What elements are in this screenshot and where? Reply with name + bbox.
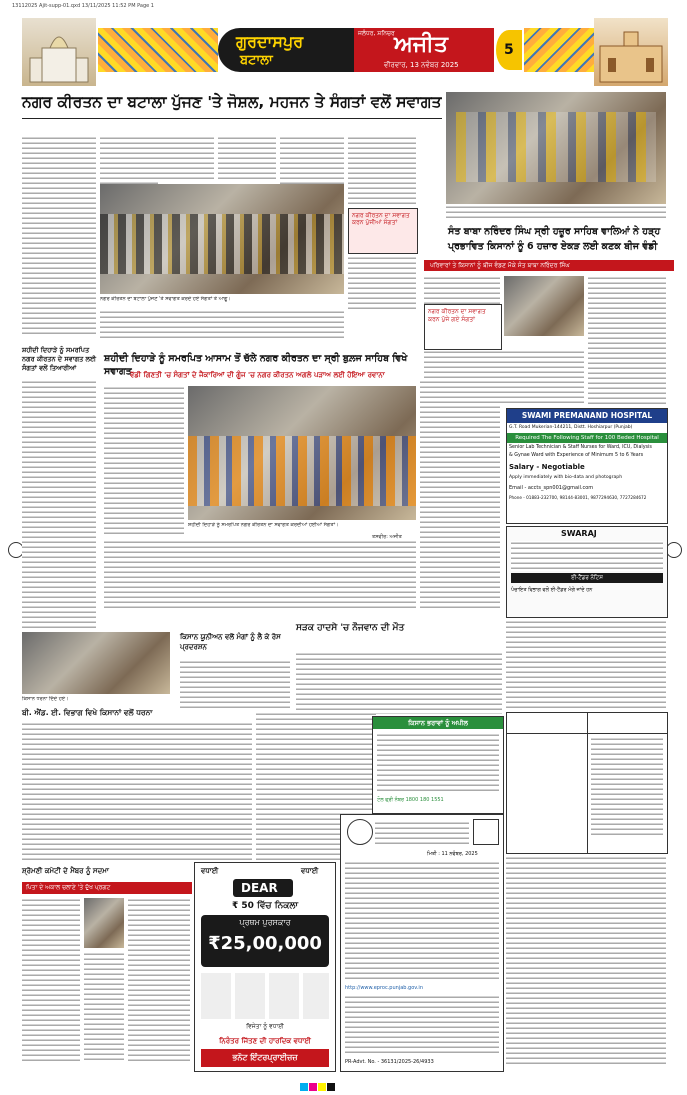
lead-inset-box — [348, 208, 418, 254]
middle-headline: ਸ਼ਹੀਦੀ ਦਿਹਾੜੇ ਨੂੰ ਸਮਰਪਿਤ ਆਸਾਮ ਤੋਂ ਚੱਲੇ ਨਗਰ ਕੀਰਤਨ ਦਾ ਸ੍ਰੀ ਬੁਲ਼ਜ ਸਾਹਿਬ ਵਿਖੇ ਸਵਾਗਤ — [104, 353, 408, 377]
lottery-greeting-left: ਵਧਾਈ — [201, 867, 219, 875]
lead-text-col-6 — [348, 136, 416, 206]
edition-block — [218, 28, 354, 72]
farmer-appeal-ad — [372, 716, 504, 814]
hospital-heading: Required The Following Staff for 100 Beded Hospital — [507, 433, 667, 443]
hospital-salary: Salary - Negotiable — [509, 463, 585, 471]
hospital-ad — [506, 408, 668, 524]
right-photo-caption — [446, 205, 666, 221]
gurdwara-illustration-right — [594, 18, 668, 86]
color-bar — [300, 1076, 336, 1095]
lottery-footer: ਨਿਰੰਤਰ ਜਿੱਤਣ ਦੀ ਹਾਰਦਿਕ ਵਧਾਈ — [219, 1037, 311, 1045]
lead-text-col-4 — [218, 136, 276, 180]
middle-text-right — [420, 380, 500, 610]
middle-subhead: ਵੱਡੀ ਗਿਣਤੀ 'ਚ ਸੰਗਤਾਂ ਦੇ ਜੈਕਾਰਿਆਂ ਦੀ ਗੂੰਜ 'ਚ ਨਗਰ ਕੀਰਤਨ ਅਗਲੇ ਪੜਾਅ ਲਈ ਹੋਇਆ ਰਵਾਨਾ — [130, 371, 385, 379]
lottery-greeting-right: ਵਧਾਈ — [301, 867, 319, 875]
decorative-pattern-left — [98, 28, 218, 72]
table-line — [587, 713, 588, 853]
govt-notice-text-2 — [345, 995, 499, 1053]
paper-name: ਅਜੀਤ — [394, 32, 448, 57]
middle-text-col-1 — [104, 386, 184, 536]
obituary-photo — [84, 898, 124, 948]
hospital-line-2: & Gynae Ward with Experience of Minimum 5 to 6 Years — [509, 453, 644, 458]
right-headline: ਸੰਤ ਬਾਬਾ ਨਰਿੰਦਰ ਸਿੰਘ ਸ੍ਰੀ ਹਜ਼ੂਰ ਸਾਹਿਬ ਵਾਲਿਆਂ ਨੇ ਹੜ੍ਹ ਪ੍ਰਭਾਵਿਤ ਕਿਸਾਨਾਂ ਨੂੰ 6 ਹਜ਼ਾਰ ਏਕੜ ਲਈ ਕਣਕ ਬੀਜ ਵੰਡੀ — [448, 226, 661, 252]
lower-left-caption: ਕਿਸਾਨ ਧਰਨਾ ਦਿੰਦੇ ਹੋਏ। — [22, 696, 69, 702]
lottery-logo — [233, 879, 293, 897]
middle-photo — [188, 386, 416, 520]
bottom-left-banner: ਪਿਤਾ ਦੇ ਅਕਾਲ ਚਲਾਣੇ 'ਤੇ ਦੁੱਖ ਪ੍ਰਗਟ — [22, 882, 192, 894]
lead-caption: ਨਗਰ ਕੀਰਤਨ ਦਾ ਬਟਾਲਾ ਪੁੱਜਣ 'ਤੇ ਸਵਾਗਤ ਕਰਦੇ ਹੋਏ ਸੰਗਤਾਂ ਤੇ ਆਗੂ। — [100, 296, 231, 302]
issue-date: ਵੀਰਵਾਰ, 13 ਨਵੰਬਰ 2025 — [384, 61, 459, 69]
hospital-apply: Apply immediately with bio-data and photograph — [509, 475, 623, 480]
hospital-address: G.T. Road Mukerian-144211, Distt. Hoshiarpur (Punjab) — [509, 425, 633, 430]
hospital-email: Email - accts_spn001@gmail.com — [509, 485, 594, 491]
lottery-price: ₹ 50 ਵਿੱਚ ਨਿਕਲਾ — [231, 901, 299, 911]
lead-text-col-1 — [22, 136, 96, 336]
hospital-name: SWAMI PREMANAND HOSPITAL — [507, 409, 667, 423]
paper-name-block — [354, 28, 494, 72]
lottery-dealer: ਭਨੋਟ ਇੰਟਰਪ੍ਰਾਈਜ਼ਜ਼ — [201, 1049, 329, 1067]
right-text-col-3 — [588, 276, 666, 406]
lead-inset-text: ਨਗਰ ਕੀਰਤਨ ਦਾ ਸਵਾਗਤ ਕਰਨ ਪੁੱਜੀਆਂ ਸੰਗਤਾਂ — [352, 212, 410, 226]
lead-headline: ਨਗਰ ਕੀਰਤਨ ਦਾ ਬਟਾਲਾ ਪੁੱਜਣ 'ਤੇ ਜੋਸ਼ਲ, ਮਹਜਨ ਤੇ ਸੰਗਤਾਂ ਵਲੋਂ ਸਵਾਗਤ — [22, 93, 442, 111]
lower-left-headline: ਬੀ. ਐਂਡ. ਈ. ਵਿਭਾਗ ਵਿਖੇ ਕਿਸਾਨਾਂ ਵਲੋਂ ਧਰਨਾ — [22, 708, 153, 717]
lower-left-photo — [22, 632, 170, 694]
tender-body-text — [506, 620, 666, 710]
middle-caption: ਸ਼ਹੀਦੀ ਦਿਹਾੜੇ ਨੂੰ ਸਮਰਪਿਤ ਨਗਰ ਕੀਰਤਨ ਦਾ ਸਵਾਗਤ ਕਰਦੀਆਂ ਹੋਈਆਂ ਸੰਗਤਾਂ। — [188, 522, 339, 528]
farmer-appeal-text — [377, 733, 499, 793]
lottery-winner-caption: ਵਿਜੇਤਾ ਨੂੰ ਵਧਾਈ — [246, 1023, 284, 1030]
decorative-pattern-right — [524, 28, 594, 72]
tender-lower-text — [506, 856, 666, 1066]
lead-text-col-3 — [156, 136, 214, 180]
tender-subtitle: ਈ-ਟੈਂਡਰ ਨੋਟਿਸ — [511, 573, 663, 583]
bottom-left-headline: ਸ਼੍ਰੋਮਣੀ ਕਮੇਟੀ ਦੇ ਮੈਂਬਰ ਨੂੰ ਸਦਮਾ — [22, 867, 109, 875]
lead-photo-people — [100, 214, 344, 274]
masthead — [22, 18, 668, 86]
lower-mid-text — [180, 660, 290, 708]
tender-table — [506, 712, 668, 854]
right-box-text: ਨਗਰ ਕੀਰਤਨ ਦਾ ਸਵਾਗਤ ਕਰਨ ਪੁੱਜੇ ਗਏ ਸੰਗਤਾਂ — [428, 308, 486, 323]
tender-title: SWARAJ — [561, 529, 597, 538]
accident-headline: ਸੜਕ ਹਾਦਸੇ 'ਚ ਨੌਜਵਾਨ ਦੀ ਮੌਤ — [296, 623, 405, 633]
hospital-line-1: Senior Lab Technician & Staff Nurses for Ward, ICU, Dialysis — [509, 445, 652, 450]
govt-notice-date: ਮਿਤੀ : 11 ਨਵੰਬਰ, 2025 — [427, 851, 478, 857]
right-banner: ਪਰਿਵਾਰਾਂ ਤੇ ਕਿਸਾਨਾਂ ਨੂੰ ਬੀਜ ਵੰਡਣ ਮੌਕੇ ਸੰਤ ਬਾਬਾ ਨਰਿੰਦਰ ਸਿੰਘ — [424, 260, 674, 271]
lottery-ad — [194, 862, 336, 1072]
crowd-figures — [456, 112, 656, 182]
registration-mark-right — [666, 542, 682, 558]
divider — [22, 118, 442, 119]
middle-text-bottom — [104, 540, 416, 610]
emblem-icon — [347, 819, 373, 845]
govt-notice — [340, 814, 504, 1072]
lead-text-bottom — [100, 310, 344, 340]
lottery-prize-label: ਪ੍ਰਥਮ ਪੁਰਸਕਾਰ — [239, 918, 291, 927]
bottom-left-text-2 — [128, 898, 190, 1062]
lottery-tickets — [201, 973, 329, 1019]
left-col-text — [22, 380, 96, 628]
table-cell-text — [591, 737, 663, 837]
farmer-appeal-title: ਕਿਸਾਨ ਭਰਾਵਾਂ ਨੂੰ ਅਪੀਲ — [373, 717, 503, 729]
lower-left-text — [22, 722, 252, 862]
farmer-helpline: ਟੋਲ ਫ੍ਰੀ ਨੰਬਰ 1800 180 1551 — [377, 797, 444, 803]
gurdwara-illustration-left — [22, 18, 96, 86]
bottom-left-text-3 — [84, 952, 124, 1062]
lead-text-col-7 — [348, 256, 416, 312]
right-box — [424, 304, 502, 350]
right-top-photo — [446, 92, 666, 204]
middle-photo-procession — [188, 436, 416, 506]
seal-icon — [473, 819, 499, 845]
tender-text: ਪੰਚਾਇਤ ਵਿਭਾਗ ਵਲੋਂ ਈ-ਟੈਂਡਰ ਮੰਗੇ ਜਾਂਦੇ ਹਨ — [511, 587, 593, 593]
lottery-prize-box — [201, 915, 329, 967]
govt-notice-url: http://www.eproc.punjab.gov.in — [345, 985, 423, 991]
hospital-phone: Phone - 01883-232700, 98144-83001, 9877294630, 7727284672 — [509, 495, 647, 500]
govt-notice-text — [345, 861, 499, 981]
govt-header-lines — [375, 821, 469, 847]
edition-title: ਗੁਰਦਾਸਪੁਰ — [236, 32, 304, 51]
page-number-badge — [496, 30, 522, 70]
place-line: ਜਲੰਧਰ, ਸ਼ਨਿਚਰ — [358, 30, 395, 37]
edition-subtitle: ਬਟਾਲਾ — [240, 53, 273, 68]
accident-text — [296, 652, 502, 714]
print-slug: 13112025 Ajit-supp-01.qxd 13/11/2025 11:52 PM Page 1 — [12, 3, 154, 9]
govt-ad-number: PR-Advt. No. - 36131/2025-26/4933 — [345, 1059, 434, 1065]
lower-mid-headline: ਕਿਸਾਨ ਯੂਨੀਅਨ ਵਲੋਂ ਮੰਗਾਂ ਨੂੰ ਲੈ ਕੇ ਰੋਸ ਪ੍ਰਦਰਸ਼ਨ — [180, 633, 281, 651]
page-number: 5 — [504, 42, 514, 58]
lottery-brand: DEAR — [241, 881, 278, 895]
left-col-headline: ਸ਼ਹੀਦੀ ਦਿਹਾੜੇ ਨੂੰ ਸਮਰਪਿਤ ਨਗਰ ਕੀਰਤਨ ਦੇ ਸਵਾਗਤ ਲਈ ਸੰਗਤਾਂ ਵਲੋਂ ਤਿਆਰੀਆਂ — [22, 346, 96, 372]
lottery-prize-amount: ₹25,00,000 — [208, 933, 322, 954]
photo-credit: ਤਸਵੀਰ: ਅਜੀਤ — [372, 534, 402, 540]
bottom-left-text-1 — [22, 898, 80, 1062]
right-small-photo — [504, 276, 584, 336]
lead-photo — [100, 184, 344, 294]
tender-header-lines — [511, 541, 663, 571]
tender-notice — [506, 526, 668, 618]
